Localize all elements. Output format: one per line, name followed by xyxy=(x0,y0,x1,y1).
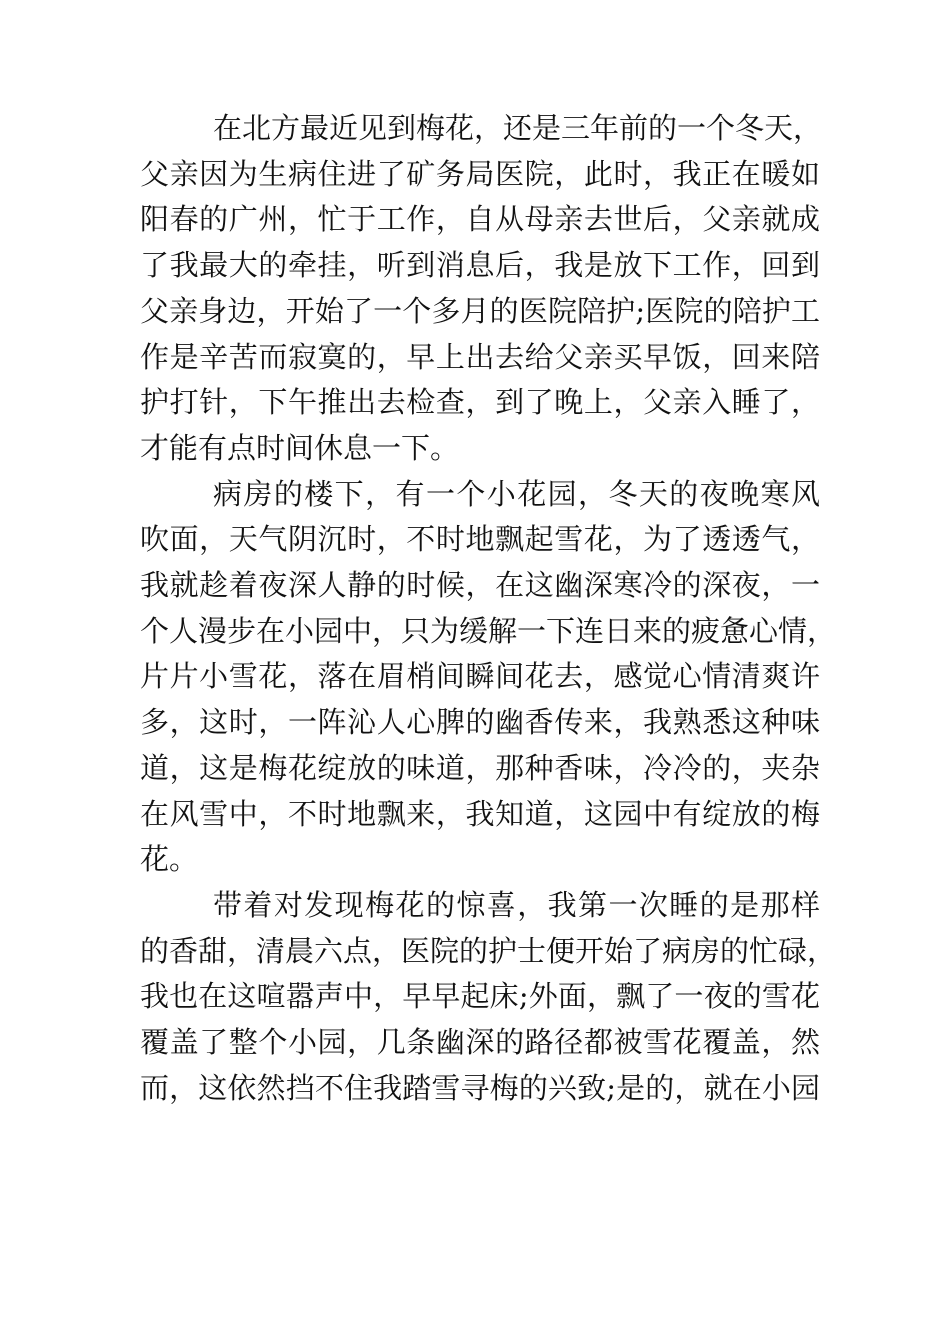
text-line: 阳春的广州，忙于工作，自从母亲去世后，父亲就成 xyxy=(140,202,820,237)
text-line: 个人漫步在小园中，只为缓解一下连日来的疲惫心情， xyxy=(140,613,837,648)
paragraph-2 xyxy=(140,472,837,883)
text-line: 我也在这喧嚣声中，早早起床;外面，飘了一夜的雪花 xyxy=(140,979,820,1014)
text-line: 在风雪中，不时地飘来，我知道，这园中有绽放的梅 xyxy=(140,796,820,831)
text-line: 片片小雪花，落在眉梢间瞬间花去，感觉心情清爽许 xyxy=(140,659,820,694)
text-line: 多，这时，一阵沁人心脾的幽香传来，我熟悉这种味 xyxy=(140,705,820,740)
document-body xyxy=(140,106,837,1111)
text-line: 父亲因为生病住进了矿务局医院，此时，我正在暖如 xyxy=(140,156,820,191)
text-line: 父亲身边，开始了一个多月的医院陪护;医院的陪护工 xyxy=(140,293,820,328)
text-line: 病房的楼下，有一个小花园，冬天的夜晚寒风 xyxy=(213,476,820,511)
text-line: 带着对发现梅花的惊喜，我第一次睡的是那样 xyxy=(213,887,820,922)
text-line: 作是辛苦而寂寞的，早上出去给父亲买早饭，回来陪 xyxy=(140,339,820,374)
text-line: 才能有点时间休息一下。 xyxy=(140,430,460,465)
text-line: 花。 xyxy=(140,842,199,877)
text-line: 吹面，天气阴沉时，不时地飘起雪花，为了透透气， xyxy=(140,522,820,557)
text-line: 覆盖了整个小园，几条幽深的路径都被雪花覆盖，然 xyxy=(140,1025,820,1060)
text-line: 在北方最近见到梅花，还是三年前的一个冬天， xyxy=(213,111,823,145)
paragraph-1 xyxy=(140,106,823,472)
paragraph-3 xyxy=(140,883,837,1112)
text-line: 道，这是梅花绽放的味道，那种香味，冷冷的，夹杂 xyxy=(140,750,820,785)
text-line: 而，这依然挡不住我踏雪寻梅的兴致;是的，就在小园 xyxy=(140,1070,820,1105)
text-line: 护打针，下午推出去检查，到了晚上，父亲入睡了， xyxy=(140,385,820,420)
text-line: 了我最大的牵挂，听到消息后，我是放下工作，回到 xyxy=(140,248,820,283)
text-line: 的香甜，清晨六点，医院的护士便开始了病房的忙碌， xyxy=(140,933,837,968)
text-line: 我就趁着夜深人静的时候，在这幽深寒冷的深夜，一 xyxy=(140,568,820,603)
